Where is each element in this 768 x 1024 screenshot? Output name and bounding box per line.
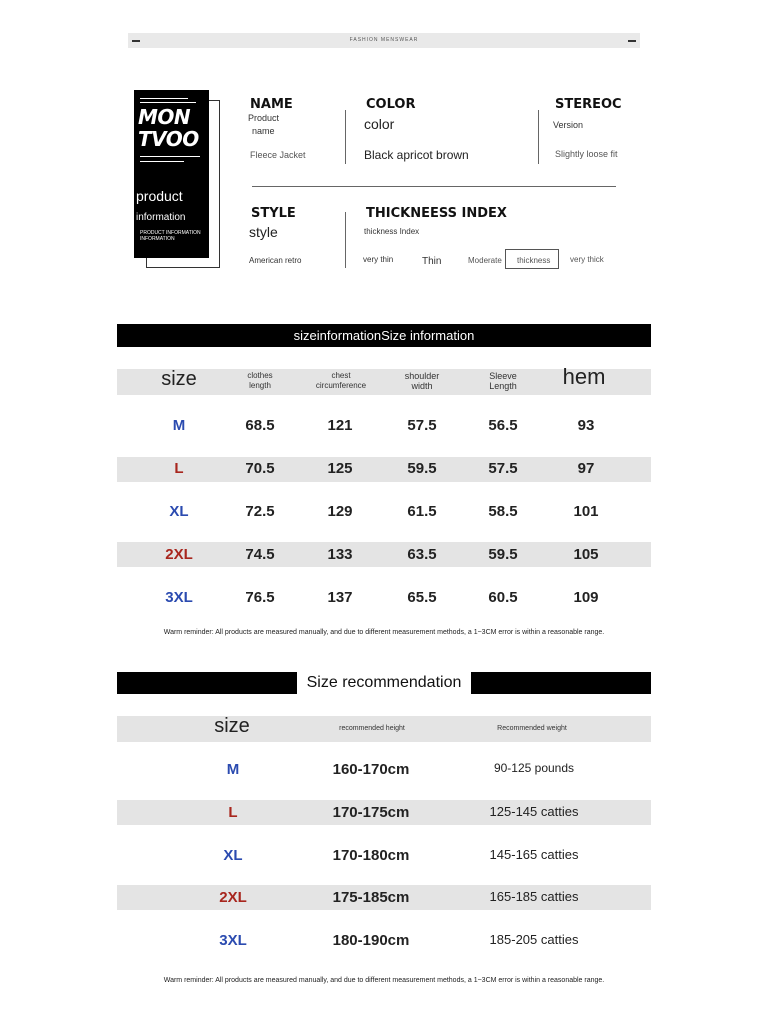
style-title: STYLE: [251, 206, 296, 221]
size-info-note: Warm reminder: All products are measured manually, and due to different measurement methods, a 1~3CM error is within a reasonable range.: [163, 629, 605, 636]
divider: [345, 212, 346, 268]
row-chest: 121: [327, 417, 353, 434]
rec-height: 180-190cm: [332, 932, 410, 949]
row-chest: 129: [327, 503, 353, 520]
size-rec-header-bar: [117, 672, 651, 694]
row-length: 74.5: [245, 546, 275, 563]
stereo-title: STEREOC: [555, 97, 622, 112]
row-sleeve: 59.5: [488, 546, 518, 563]
header-size: size: [161, 368, 197, 390]
name-title: NAME: [250, 97, 293, 112]
rec-header-weight: Recommended weight: [497, 725, 567, 732]
size-rec-row-xl: [0, 847, 768, 867]
row-hem: 109: [573, 589, 599, 606]
row-shoulder: 65.5: [407, 589, 437, 606]
divider: [345, 110, 346, 164]
name-sub2: name: [252, 126, 275, 136]
header-shoulder-1: shoulder: [404, 371, 440, 381]
info-divider: [252, 186, 616, 187]
rec-height: 170-175cm: [332, 804, 410, 821]
size-info-row-l: [0, 460, 768, 480]
card-information-text: information: [136, 212, 186, 223]
size-rec-row-m: [0, 761, 768, 781]
row-chest: 133: [327, 546, 353, 563]
row-hem: 105: [573, 546, 599, 563]
header-clothes-length-2: length: [249, 381, 271, 390]
color-sub: color: [364, 116, 395, 132]
size-info-header-bar: [117, 324, 651, 347]
rec-weight: 145-165 catties: [489, 847, 579, 862]
thickness-level-moderate: Moderate: [468, 256, 502, 265]
rec-height: 170-180cm: [332, 847, 410, 864]
rec-weight: 125-145 catties: [489, 804, 579, 819]
row-size: 3XL: [165, 589, 193, 606]
row-sleeve: 56.5: [488, 417, 518, 434]
rec-weight: 90-125 pounds: [493, 761, 575, 775]
header-clothes-length: [230, 371, 290, 391]
header-sleeve-1: Sleeve: [489, 371, 517, 381]
rec-size: L: [228, 804, 238, 821]
size-info-table-header: [117, 364, 651, 395]
header-chest-1: chest: [331, 371, 351, 380]
header-sleeve: [473, 371, 533, 391]
size-rec-table-header: [117, 716, 651, 742]
thickness-level-very-thin: very thin: [363, 255, 394, 264]
card-small-line1: PRODUCT INFORMATION: [140, 230, 201, 236]
header-hem: hem: [562, 364, 606, 389]
rec-size: 3XL: [219, 932, 247, 949]
row-sleeve: 57.5: [488, 460, 518, 477]
row-size: XL: [169, 503, 189, 520]
stereo-value: Slightly loose fit: [555, 149, 618, 159]
row-sleeve: 60.5: [488, 589, 518, 606]
size-rec-note: Warm reminder: All products are measured manually, and due to different measurement methods, a 1~3CM error is within a reasonable range.: [163, 977, 605, 984]
top-banner: [128, 33, 640, 48]
header-clothes-length-1: clothes: [247, 371, 273, 380]
row-shoulder: 61.5: [407, 503, 437, 520]
header-chest-2: circumference: [315, 381, 367, 390]
card-line: [140, 98, 188, 99]
name-sub1: Product: [248, 113, 280, 123]
size-info-row-3xl: [0, 589, 768, 609]
card-small-text: [140, 230, 201, 242]
rec-height: 160-170cm: [332, 761, 410, 778]
card-small-line2: INFORMATION: [140, 236, 175, 242]
rec-height: 175-185cm: [332, 889, 410, 906]
stereo-sub: Version: [553, 120, 584, 130]
card-logo-line1: MON: [138, 105, 191, 129]
rec-header-size: size: [214, 715, 250, 737]
row-shoulder: 59.5: [407, 460, 437, 477]
card-line: [140, 161, 184, 162]
size-info-title: sizeinformationSize information: [293, 328, 475, 343]
row-size: L: [174, 460, 184, 477]
thickness-level-thickness: thickness: [517, 256, 551, 265]
rec-size: XL: [223, 847, 243, 864]
thickness-title: THICKNEESS INDEX: [366, 206, 507, 221]
size-rec-title: Size recommendation: [306, 674, 462, 691]
card-logo-line2: TVOO: [138, 127, 199, 151]
header-chest: [311, 371, 371, 391]
color-value: Black apricot brown: [364, 148, 469, 162]
header-shoulder-2: width: [411, 381, 433, 391]
row-length: 70.5: [245, 460, 275, 477]
size-rec-row-2xl: [0, 889, 768, 909]
rec-size: 2XL: [219, 889, 247, 906]
row-hem: 97: [577, 460, 595, 477]
rec-size: M: [226, 761, 240, 778]
size-info-row-2xl: [0, 546, 768, 566]
card-product-text: product: [136, 188, 183, 204]
rec-weight: 185-205 catties: [489, 932, 579, 947]
size-info-row-xl: [0, 503, 768, 523]
row-size: M: [172, 417, 186, 434]
header-shoulder: [392, 371, 452, 391]
style-sub: style: [249, 224, 278, 240]
product-card: [134, 90, 209, 258]
thickness-level-thin: Thin: [422, 256, 442, 267]
size-rec-row-3xl: [0, 932, 768, 952]
row-length: 68.5: [245, 417, 275, 434]
banner-text: FASHION MENSWEAR: [349, 37, 419, 43]
divider: [538, 110, 539, 164]
card-line: [140, 102, 196, 103]
row-length: 72.5: [245, 503, 275, 520]
name-value: Fleece Jacket: [250, 150, 306, 160]
row-shoulder: 63.5: [407, 546, 437, 563]
banner-dash-right: [628, 40, 636, 42]
size-info-row-m: [0, 417, 768, 437]
thickness-sub: thickness Index: [364, 227, 420, 236]
row-hem: 101: [573, 503, 599, 520]
card-line: [140, 156, 200, 157]
rec-weight: 165-185 catties: [489, 889, 579, 904]
style-value: American retro: [249, 256, 302, 265]
rec-header-height: recommended height: [339, 725, 405, 732]
row-chest: 125: [327, 460, 353, 477]
row-sleeve: 58.5: [488, 503, 518, 520]
thickness-level-very-thick: very thick: [570, 255, 604, 264]
row-length: 76.5: [245, 589, 275, 606]
header-sleeve-2: Length: [489, 381, 517, 391]
size-rec-row-l: [0, 804, 768, 824]
row-size: 2XL: [165, 546, 193, 563]
color-title: COLOR: [366, 97, 416, 112]
row-chest: 137: [327, 589, 353, 606]
row-hem: 93: [577, 417, 595, 434]
row-shoulder: 57.5: [407, 417, 437, 434]
